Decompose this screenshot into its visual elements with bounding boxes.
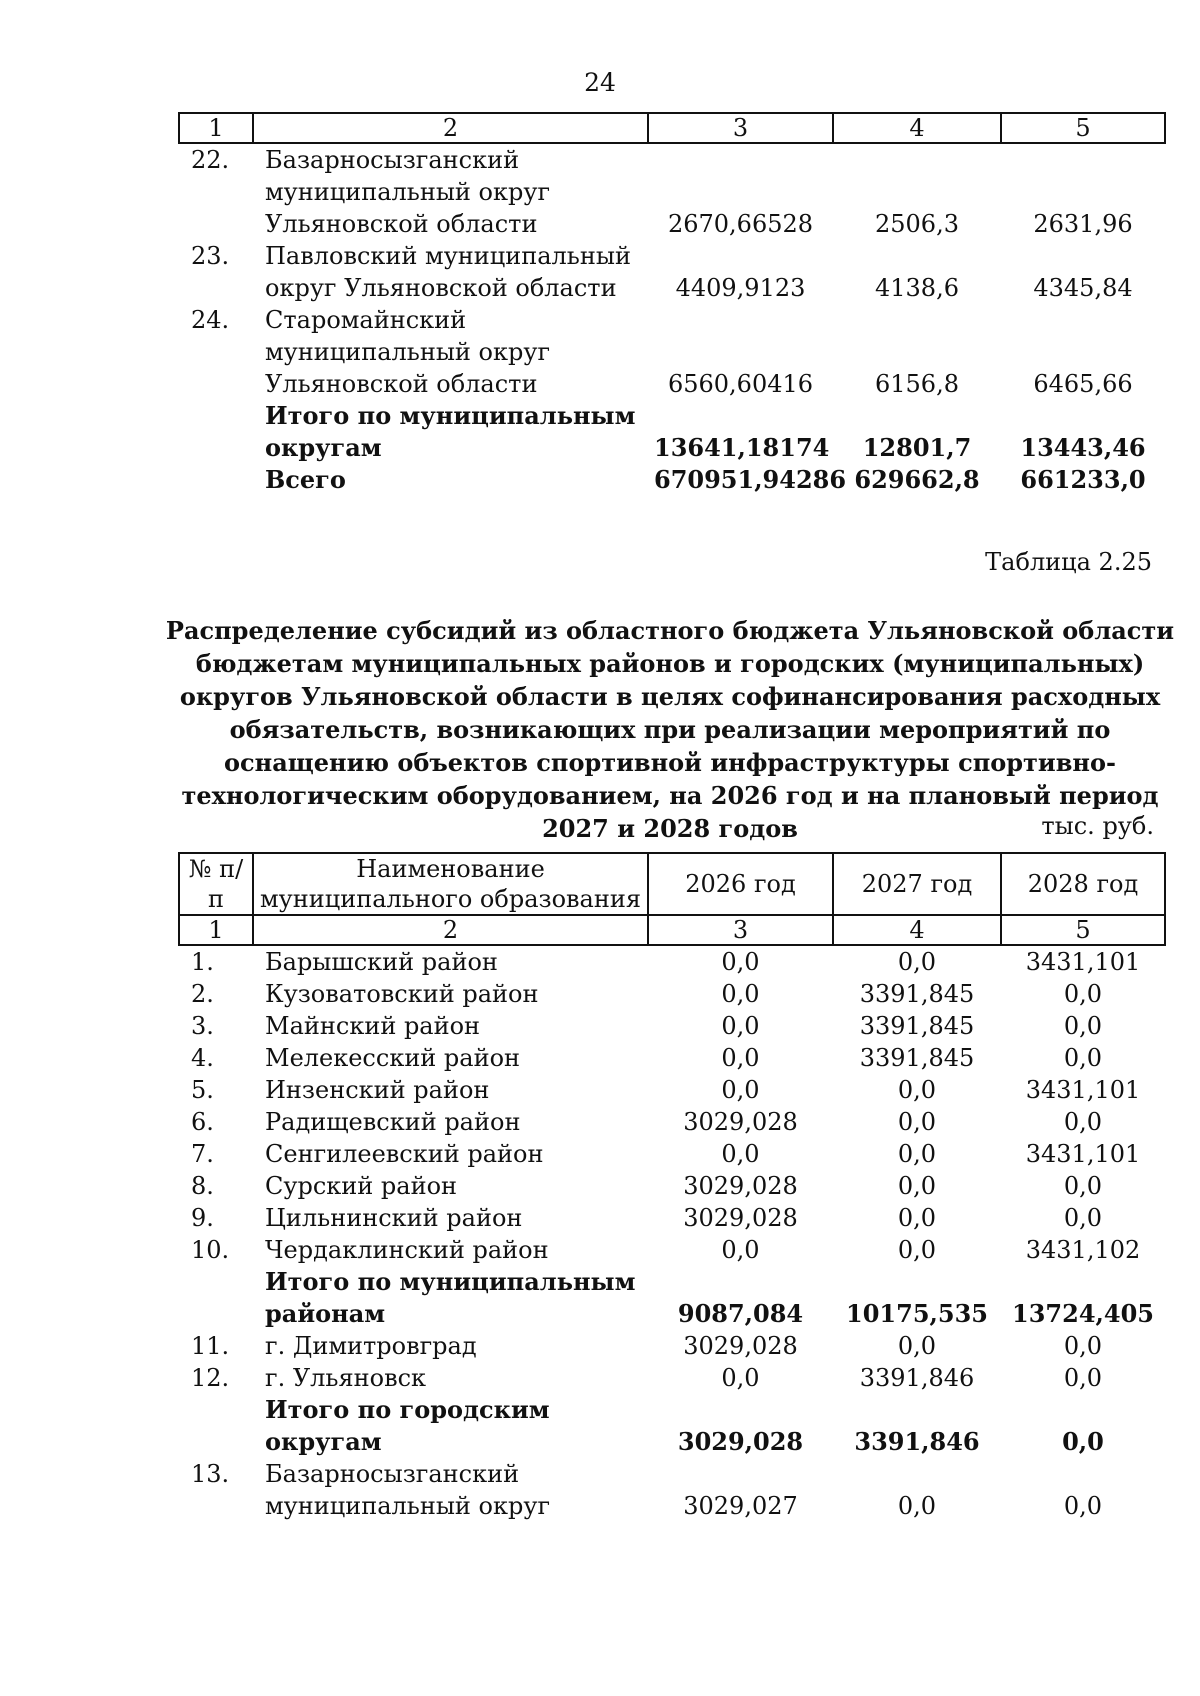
- row-name: Цильнинский район: [265, 1204, 523, 1232]
- value-2027: 0,0: [897, 1140, 937, 1168]
- value-2028: 0,0: [1063, 1332, 1103, 1360]
- value-2028: 0,0: [1063, 1012, 1103, 1040]
- value-2026: 0,0: [721, 980, 760, 1008]
- value-2028: 0,0: [1063, 980, 1103, 1008]
- row-index: 3.: [191, 1012, 214, 1040]
- value-2026: 0,0: [721, 1076, 760, 1104]
- column-number: 3: [648, 915, 833, 945]
- value-2027: 0,0: [897, 1332, 937, 1360]
- table-row: [179, 1330, 1165, 1362]
- row-index: 9.: [191, 1204, 214, 1232]
- row-index: 12.: [191, 1364, 230, 1392]
- value-2027: 0,0: [897, 948, 937, 976]
- value-2028: 0,0: [1063, 1172, 1103, 1200]
- table-title: Распределение субсидий из областного бюджета Ульяновской области бюджетам муниципальных районов и городских (муниципальных) округов Ульяновской области в целях софинансирования расходных обязательств, возникающих при реализации мероприятий по оснащению объектов спортивной инфраструктуры спортивно-технологическим оборудованием, на 2026 год и на плановый период 2027 и 2028 годов: [165, 616, 1175, 843]
- subtotal-row: [179, 1394, 1165, 1458]
- value-2028: 13443,46: [1020, 433, 1146, 462]
- row-index: 7.: [191, 1140, 214, 1168]
- row-index: 5.: [191, 1076, 214, 1104]
- value-2028: 4345,84: [1033, 274, 1133, 302]
- table-row: [179, 1010, 1165, 1042]
- subtotal-row: [179, 400, 1165, 464]
- row-name: Чердаклинский район: [265, 1236, 549, 1264]
- value-2026: 6560,60416: [667, 370, 814, 398]
- value-2026: 0,0: [721, 1012, 760, 1040]
- header-2028: 2028 год: [1001, 853, 1165, 915]
- table-header-row: [179, 853, 1165, 915]
- column-number: 1: [179, 915, 253, 945]
- row-index: 22.: [191, 146, 230, 174]
- column-number: 3: [648, 113, 833, 143]
- row-name: г. Ульяновск: [265, 1364, 427, 1392]
- column-number: 1: [179, 113, 253, 143]
- value-2028: 3431,102: [1025, 1236, 1141, 1264]
- value-2027: 4138,6: [875, 274, 959, 302]
- value-2026: 670951,94286: [654, 465, 847, 494]
- column-number: 5: [1001, 113, 1165, 143]
- value-2026: 0,0: [721, 1044, 760, 1072]
- table-row: [179, 1234, 1165, 1266]
- table-row: [179, 1202, 1165, 1234]
- subtotal-row: [179, 1266, 1165, 1330]
- value-2028: 3431,101: [1025, 1076, 1141, 1104]
- value-2027: 12801,7: [862, 433, 972, 462]
- row-index: 1.: [191, 948, 214, 976]
- row-name: Сенгилеевский район: [265, 1140, 544, 1168]
- table-row: [179, 1458, 1165, 1522]
- value-2028: 3431,101: [1025, 1140, 1141, 1168]
- value-2026: 0,0: [721, 1364, 760, 1392]
- table-row: [179, 240, 1165, 304]
- value-2027: 2506,3: [875, 210, 959, 238]
- value-2028: 2631,96: [1033, 210, 1133, 238]
- value-2026: 0,0: [721, 948, 760, 976]
- row-name: Старомайнский муниципальный округ Ульяновской области: [265, 306, 551, 398]
- value-2028: 661233,0: [1020, 465, 1146, 494]
- value-2026: 13641,18174: [654, 433, 830, 462]
- header-2027: 2027 год: [833, 853, 1001, 915]
- row-index: 11.: [191, 1332, 230, 1360]
- value-2028: 13724,405: [1012, 1299, 1154, 1328]
- value-2027: 10175,535: [846, 1299, 988, 1328]
- table-label: Таблица 2.25: [985, 548, 1152, 576]
- row-index: 4.: [191, 1044, 214, 1072]
- value-2027: 0,0: [897, 1076, 937, 1104]
- value-2027: 629662,8: [854, 465, 980, 494]
- value-2026: 3029,028: [683, 1204, 798, 1232]
- subtotal-label: Итого по муниципальным округам: [265, 401, 636, 462]
- value-2027: 0,0: [897, 1204, 937, 1232]
- row-index: 2.: [191, 980, 214, 1008]
- value-2026: 9087,084: [677, 1299, 804, 1328]
- value-2028: 6465,66: [1033, 370, 1133, 398]
- value-2027: 0,0: [897, 1236, 937, 1264]
- value-2027: 0,0: [897, 1492, 937, 1520]
- value-2026: 3029,028: [683, 1172, 798, 1200]
- row-index: 6.: [191, 1108, 214, 1136]
- row-name: Кузоватовский район: [265, 980, 539, 1008]
- value-2026: 0,0: [721, 1140, 760, 1168]
- table-row: [179, 1138, 1165, 1170]
- subtotal-label: Итого по городским округам: [265, 1395, 550, 1456]
- row-name: Радищевский район: [265, 1108, 521, 1136]
- value-2026: 3029,027: [683, 1492, 798, 1520]
- value-2026: 3029,028: [683, 1108, 798, 1136]
- value-2027: 0,0: [897, 1108, 937, 1136]
- value-2026: 2670,66528: [667, 210, 814, 238]
- value-2028: 0,0: [1062, 1427, 1104, 1456]
- table-row: [179, 1042, 1165, 1074]
- total-label: Всего: [265, 465, 346, 494]
- value-2028: 0,0: [1063, 1492, 1103, 1520]
- row-name: Барышский район: [265, 948, 498, 976]
- column-number: 4: [833, 113, 1001, 143]
- row-index: 24.: [191, 306, 230, 334]
- value-2028: 0,0: [1063, 1044, 1103, 1072]
- row-name: Майнский район: [265, 1012, 481, 1040]
- table-row: [179, 945, 1165, 978]
- table-row: [179, 978, 1165, 1010]
- value-2028: 0,0: [1063, 1108, 1103, 1136]
- column-numbers-row: [179, 915, 1165, 945]
- table-row: [179, 143, 1165, 240]
- row-name: Инзенский район: [265, 1076, 490, 1104]
- column-number: 5: [1001, 915, 1165, 945]
- table-row: [179, 1362, 1165, 1394]
- value-2026: 3029,028: [677, 1427, 804, 1456]
- value-2026: 4409,9123: [675, 274, 806, 302]
- row-name: Сурский район: [265, 1172, 458, 1200]
- value-2027: 3391,846: [854, 1427, 980, 1456]
- page-number: 24: [584, 68, 616, 97]
- value-2027: 3391,846: [859, 1364, 975, 1392]
- table-continuation: [178, 112, 1166, 496]
- row-name: Базарносызганский муниципальный округ Ульяновской области: [265, 146, 551, 238]
- value-2026: 0,0: [721, 1236, 760, 1264]
- column-number: 2: [253, 113, 648, 143]
- table-row: [179, 1170, 1165, 1202]
- row-name: Павловский муниципальный округ Ульяновской области: [265, 242, 631, 302]
- subtotal-label: Итого по муниципальным районам: [265, 1267, 636, 1328]
- header-name: Наименование муниципального образования: [253, 853, 648, 915]
- column-number: 4: [833, 915, 1001, 945]
- value-2026: 3029,028: [683, 1332, 798, 1360]
- row-index: 23.: [191, 242, 230, 270]
- value-2027: 3391,845: [859, 1012, 975, 1040]
- value-2027: 6156,8: [875, 370, 959, 398]
- units-label: тыс. руб.: [1041, 812, 1154, 840]
- row-name: Мелекесский район: [265, 1044, 521, 1072]
- table-row: [179, 1106, 1165, 1138]
- value-2027: 0,0: [897, 1172, 937, 1200]
- row-name: г. Димитровград: [265, 1332, 477, 1360]
- header-2026: 2026 год: [648, 853, 833, 915]
- value-2028: 0,0: [1063, 1364, 1103, 1392]
- column-number: 2: [253, 915, 648, 945]
- value-2027: 3391,845: [859, 980, 975, 1008]
- value-2028: 3431,101: [1025, 948, 1141, 976]
- row-index: 13.: [191, 1460, 230, 1488]
- row-index: 10.: [191, 1236, 230, 1264]
- row-name: Базарносызганский муниципальный округ: [265, 1460, 551, 1520]
- table-header-row: [179, 113, 1165, 143]
- row-index: 8.: [191, 1172, 214, 1200]
- subsidy-table: [178, 852, 1166, 1522]
- value-2027: 3391,845: [859, 1044, 975, 1072]
- total-row: [179, 464, 1165, 496]
- table-row: [179, 304, 1165, 400]
- value-2028: 0,0: [1063, 1204, 1103, 1232]
- header-num: № п/п: [179, 853, 253, 915]
- table-row: [179, 1074, 1165, 1106]
